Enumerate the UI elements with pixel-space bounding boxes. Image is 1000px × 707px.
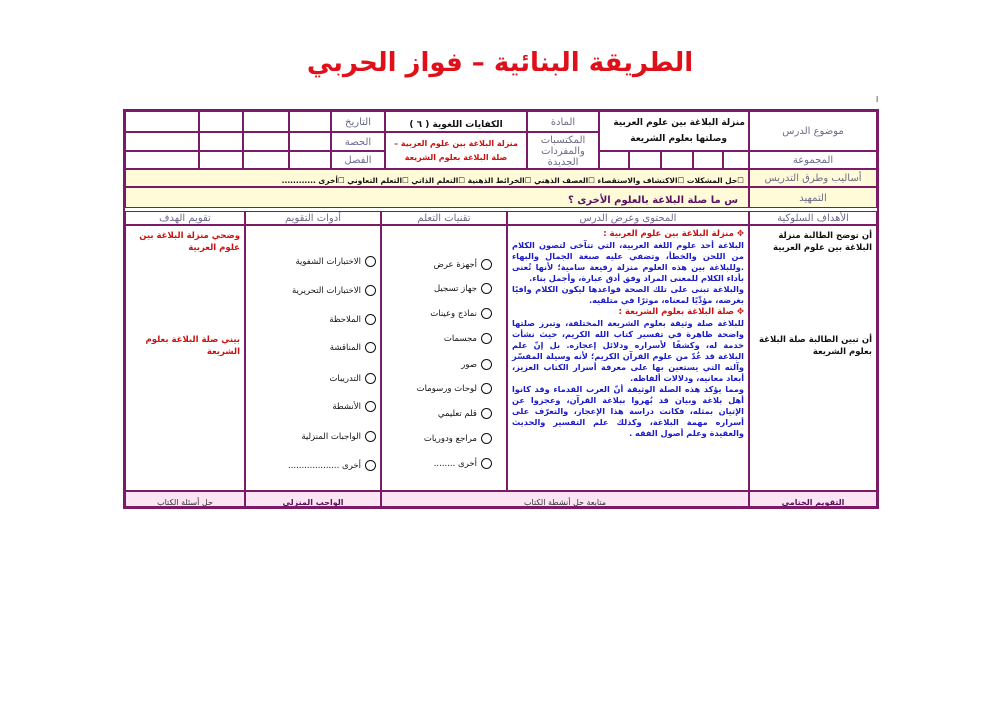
tool-label: الواجبات المنزلية <box>301 432 361 442</box>
col-techniques-label: تقنيات التعلم <box>417 213 471 224</box>
evaluation-2: بيني صلة البلاغة بعلوم الشريعة <box>145 335 240 357</box>
tool-label: الاختبارات الشفوية <box>295 257 361 267</box>
radio-icon[interactable] <box>481 433 492 444</box>
period-label-cell <box>331 132 385 151</box>
radio-icon[interactable] <box>365 373 376 384</box>
class-box-1[interactable] <box>289 151 331 169</box>
tool-label: المناقشة <box>329 343 361 353</box>
methods-label-cell <box>749 169 877 187</box>
date-label: التاريخ <box>345 117 371 128</box>
technique-item[interactable] <box>434 259 492 270</box>
period-box-1[interactable] <box>289 132 331 151</box>
content-paragraph-3: للبلاغة صلة وثيقة بعلوم الشريعة المختلفة، وتبرز صلتها واضحة ظاهرة في تفسير كتاب الله الكريم، حيث نشأت خدمة له، وكشفًا لأسراره ودلائل إعجازه. بل إنّ علم البلاغة قد عُدّ من علوم القرآن الكريم؛ لأنه وسيلة المفسّر وآلته التي يستعين بها على معرفة أسرار الكتاب العزيز، أبعاد معانيه، ودلالات ألفاظه. <box>512 318 744 383</box>
technique-item[interactable] <box>444 333 492 344</box>
homework-label: الواجب المنزلي <box>282 498 344 507</box>
tool-label: الاختبارات التحريرية <box>291 286 361 296</box>
tool-item[interactable] <box>329 373 376 384</box>
evaluation-column <box>125 225 245 491</box>
technique-label: قلم تعليمي <box>437 409 477 419</box>
class-box-3[interactable] <box>199 151 243 169</box>
topic-value-1: منزلة البلاغة بين علوم العربية <box>613 118 745 128</box>
techniques-column <box>381 225 507 491</box>
technique-label: أجهزة عرض <box>433 260 477 270</box>
radio-icon[interactable] <box>481 383 492 394</box>
objective-2: أن تبين الطالبة صلة البلاغة بعلوم الشريعة <box>758 335 872 357</box>
homework-label-cell <box>245 491 381 507</box>
objectives-column <box>749 225 877 491</box>
class-box-4[interactable] <box>125 151 199 169</box>
radio-icon[interactable] <box>365 342 376 353</box>
homework-value: حل أسئلة الكتاب <box>157 498 213 507</box>
tools-column <box>245 225 381 491</box>
tool-label: أخرى ................... <box>288 461 361 471</box>
technique-label: لوحات ورسومات <box>416 384 477 394</box>
final-label-cell <box>749 491 877 507</box>
radio-icon[interactable] <box>481 408 492 419</box>
date-box-1[interactable] <box>289 111 331 132</box>
radio-icon[interactable] <box>365 460 376 471</box>
technique-item[interactable] <box>424 433 492 444</box>
group-box-4[interactable] <box>629 151 661 169</box>
technique-item[interactable] <box>434 458 492 469</box>
col-content-label: المحتوى وعرض الدرس <box>579 213 677 224</box>
topic-value-cell <box>599 111 749 151</box>
radio-icon[interactable] <box>365 401 376 412</box>
col-evaluation-header <box>125 211 245 225</box>
col-tools-header <box>245 211 381 225</box>
tool-item[interactable] <box>332 401 376 412</box>
class-label: الفصل <box>344 155 372 166</box>
radio-icon[interactable] <box>481 283 492 294</box>
tool-label: الأنشطة <box>332 402 361 412</box>
class-box-2[interactable] <box>243 151 289 169</box>
group-box-1[interactable] <box>723 151 749 169</box>
radio-icon[interactable] <box>481 333 492 344</box>
period-label: الحصة <box>344 137 372 148</box>
radio-icon[interactable] <box>365 256 376 267</box>
acquired-label: المكتسبات والمفردات الجديدة <box>540 135 586 168</box>
tool-item[interactable] <box>330 342 376 353</box>
date-box-3[interactable] <box>199 111 243 132</box>
col-evaluation-label: تقويم الهدف <box>159 213 211 224</box>
content-heading-2: ✥ صلة البلاغة بعلوم الشريعة : <box>618 307 744 317</box>
technique-item[interactable] <box>461 359 492 370</box>
page-title: الطريقة البنائية – فواز الحربي <box>306 48 694 78</box>
technique-label: مجسمات <box>443 334 477 344</box>
lesson-plan-sheet <box>123 109 879 509</box>
group-label-cell <box>749 151 877 169</box>
period-box-2[interactable] <box>243 132 289 151</box>
radio-icon[interactable] <box>365 285 376 296</box>
technique-label: مراجع ودوريات <box>423 434 477 444</box>
methods-value-cell <box>125 169 749 187</box>
methods-value: ☐حل المشكلات ☐الاكتشاف والاستقصاء ☐العصف الذهني ☐الخرائط الذهنية ☐التعلم الذاتي ☐التعلم التعاوني ☐أخرى ............ <box>281 176 744 185</box>
tool-item[interactable] <box>301 431 376 442</box>
tool-item[interactable] <box>329 314 376 325</box>
col-objectives-label: الأهداف السلوكية <box>777 213 849 224</box>
technique-label: صور <box>461 360 477 370</box>
final-value-cell <box>381 491 749 507</box>
col-objectives-header <box>749 211 877 225</box>
content-paragraph-1: البلاغة أحد علوم اللغة العربية، التي تتآخى لتصون الكلام من اللحن والخطأ، وتضفي عليه صبغة الجمال والبهاء .وللبلاغة بين هذه العلوم منزلة رفيعة سامية؛ لأنها تُعنى بأداء الكلام للمعنى المراد وفق أدق عبارة، وأجمل بناء. <box>512 240 744 283</box>
final-value: متابعة حل أنشطة الكتاب <box>523 498 607 507</box>
date-label-cell <box>331 111 385 132</box>
topic-label: موضوع الدرس <box>782 126 844 137</box>
group-box-3[interactable] <box>661 151 693 169</box>
radio-icon[interactable] <box>365 314 376 325</box>
technique-label: جهاز تسجيل <box>433 284 477 294</box>
tool-item[interactable] <box>292 285 376 296</box>
acquired-value-cell <box>385 132 527 169</box>
acquired-value-2: صلة البلاغة بعلوم الشريعة <box>404 153 508 162</box>
class-label-cell <box>331 151 385 169</box>
group-label: المجموعة <box>792 155 834 166</box>
radio-icon[interactable] <box>481 359 492 370</box>
competency-value: الكفايات اللغوية ( ٦ ) <box>409 120 503 130</box>
col-content-header <box>507 211 749 225</box>
group-box-5[interactable] <box>599 151 629 169</box>
radio-icon[interactable] <box>481 458 492 469</box>
technique-item[interactable] <box>434 283 492 294</box>
acquired-value-1: منزلة البلاغة بين علوم العربية – <box>394 139 518 148</box>
technique-item[interactable] <box>417 383 492 394</box>
subject-label: المادة <box>550 117 576 128</box>
radio-icon[interactable] <box>481 308 492 319</box>
topic-value-2: وصلتها بعلوم الشريعة <box>630 134 727 144</box>
content-paragraph-4: ومما يؤكد هذه الصلة الوثيقة أنّ العرب القدماء وقد كانوا أهل بلاغة وبيان قد بُهروا ببلاغة القرآن، وعجزوا عن الإتيان بمثله، فكانت دراسة هذا الإعجاز، والتعرّف على أسراره مهمة البلاغة، وكذلك علم التفسير والحديث والعقيدة وعلم أصول الفقه . <box>512 384 744 438</box>
technique-label: أخرى ........ <box>433 459 477 469</box>
corner-mark: ا <box>876 95 879 104</box>
topic-label-cell <box>749 111 877 151</box>
content-column <box>507 225 749 491</box>
final-label: التقويم الختامي <box>781 498 845 507</box>
technique-label: نماذج وعينات <box>430 309 477 319</box>
col-techniques-header <box>381 211 507 225</box>
intro-value-cell <box>125 187 749 208</box>
objective-1: أن توضح الطالبة منزلة البلاغة بين علوم العربية <box>772 231 872 253</box>
period-box-3[interactable] <box>199 132 243 151</box>
tool-item[interactable] <box>295 256 376 267</box>
subject-label-cell <box>527 111 599 132</box>
content-heading-1: ✥ منزلة البلاغة بين علوم العربية : <box>603 229 744 239</box>
homework-value-cell <box>125 491 245 507</box>
content-paragraph-2: والبلاغة تبنى على تلك الصحة قواعدها ليكون الكلام وافيًا بغرضه، مؤدِّيًا لمعناه، موثرًا في متلقيه. <box>512 284 744 305</box>
tool-label: الملاحظة <box>329 315 361 325</box>
tool-label: التدريبات <box>329 374 361 384</box>
col-tools-label: أدوات التقويم <box>285 213 341 224</box>
date-box-4[interactable] <box>125 111 199 132</box>
group-box-2[interactable] <box>693 151 723 169</box>
intro-label: التمهيد <box>799 193 827 204</box>
radio-icon[interactable] <box>481 259 492 270</box>
period-box-4[interactable] <box>125 132 199 151</box>
intro-label-cell <box>749 187 877 208</box>
intro-value: س ما صلة البلاغة بالعلوم الأخرى ؟ <box>567 195 738 206</box>
tool-item[interactable] <box>288 460 376 471</box>
date-box-2[interactable] <box>243 111 289 132</box>
competency-cell <box>385 111 527 132</box>
technique-item[interactable] <box>438 408 492 419</box>
acquired-label-cell <box>527 132 599 169</box>
radio-icon[interactable] <box>365 431 376 442</box>
evaluation-1: وضحي منزلة البلاغة بين علوم العربية <box>139 231 240 253</box>
methods-label: أساليب وطرق التدريس <box>764 173 862 184</box>
technique-item[interactable] <box>430 308 492 319</box>
